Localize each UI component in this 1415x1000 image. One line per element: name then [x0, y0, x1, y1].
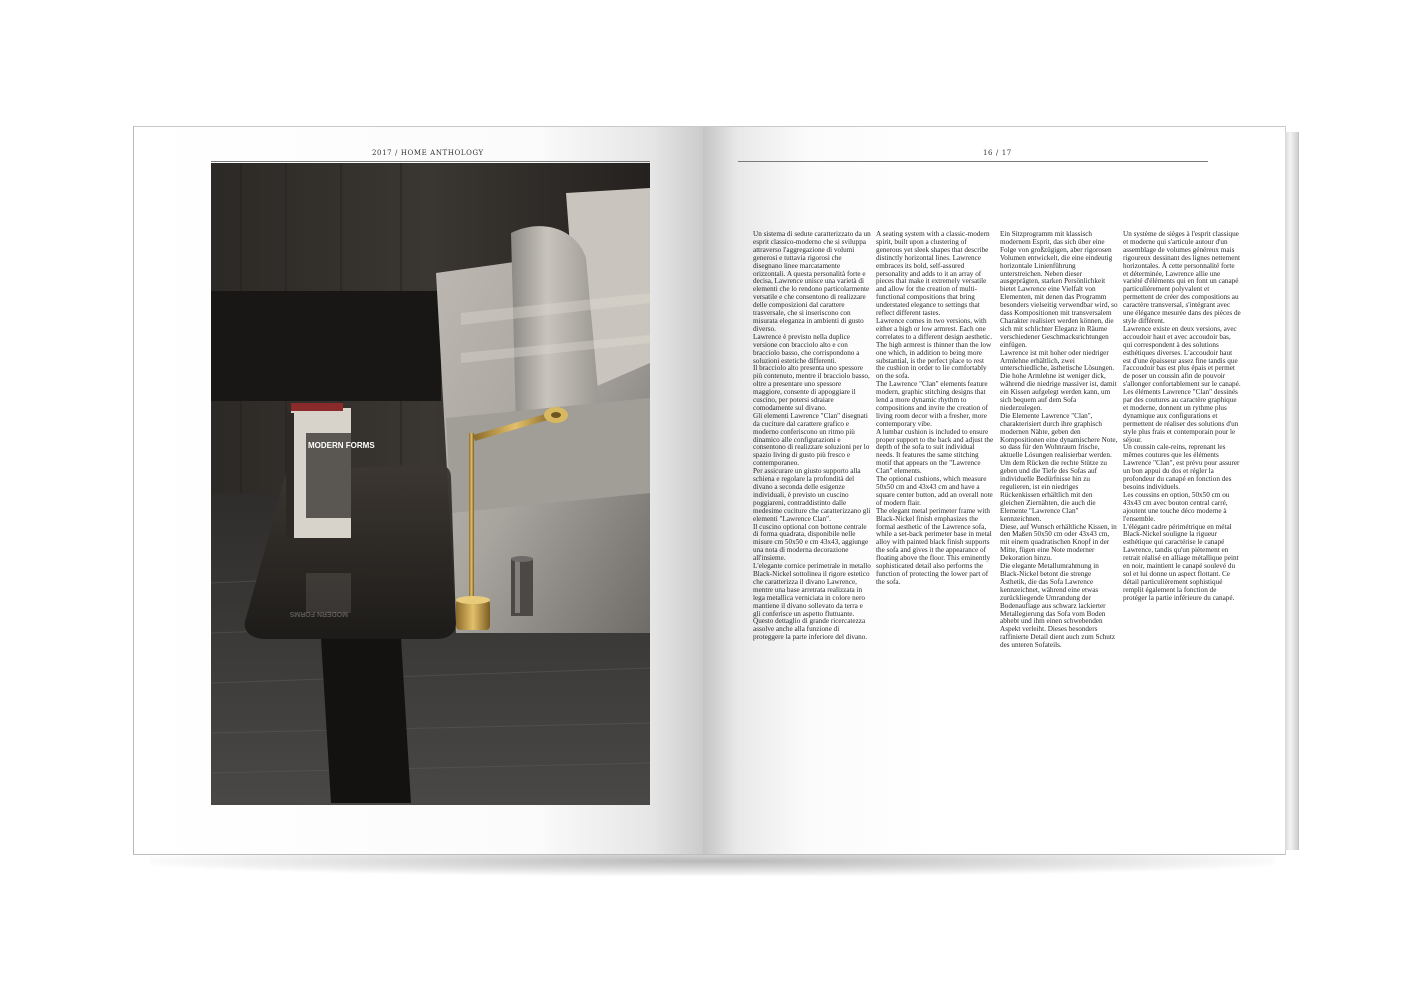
paragraph: L'elegante cornice perimetrale in metallo Black-Nickel sottolinea il rigore estetico che caratterizza il divano Lawrence, mentre una base arretrata realizzata in lega metallica verniciata in colore nero mantiene il divano sollevato da terra e gli conferisce un aspetto fluttuante. Questo dettaglio di grande ricercatezza assolve anche alla funzione di proteggere la parte inferiore del divano. [753, 562, 871, 642]
text-column-german [1000, 231, 1118, 650]
paragraph: Il bracciolo alto presenta uno spessore più contenuto, mentre il bracciolo basso, oltre a presentare uno spessore maggiore, consente di appoggiare il cuscino, per potersi sdraiare comodamente sul divano. [753, 364, 870, 412]
paragraph: Il cuscino optional con bottone centrale di forma quadrata, disponibile nelle misure cm 50x50 e cm 43x43, aggiunge una nota di moderna decorazione all'insieme. [753, 522, 869, 563]
paragraph: A lumbar cushion is included to ensure proper support to the back and adjust the depth of the sofa to suit individual needs. It features the same stitching motif that appears on the "Lawrence Clan" elements. [876, 427, 994, 476]
paragraph: Diese, auf Wunsch erhältliche Kissen, in den Maßen 50x50 cm oder 43x43 cm, mit einem quadratischen Knopf in der Mitte, fügen eine Note moderner Dekoration hinzu. [1000, 522, 1117, 563]
paragraph: Gli elementi Lawrence "Clan" disegnati da cuciture dal carattere grafico e moderno conferiscono un ritmo più dinamico alle configurazioni e consentono di realizzare soluzioni per lo spazio living di gusto più fresco e contemporaneo. [753, 411, 870, 468]
text-column-italian [753, 231, 871, 642]
book-title-reflection: MODERN FORMS [289, 610, 348, 617]
page-stack-edge [1285, 132, 1299, 850]
paragraph: Un sistema di sedute caratterizzato da un esprit classico-moderno che si sviluppa attraverso l'aggregazione di volumi generosi e tuttavia rigorosi che disegnano linee marcatamente orizzontali. A questa personalità forte e decisa, Lawrence unisce una varietà di elementi che lo rendono particolarmente versatile e che consentono di realizzare delle composizioni dal carattere trasversale, che si inseriscono con misurata eleganza in ambienti di gusto diverso. [753, 230, 871, 333]
right-page [703, 126, 1286, 855]
header-rule-left [211, 161, 650, 162]
paragraph: Die elegante Metallumrahmung in Black-Nickel betont die strenge Ästhetik, die das Sofa Lawrence kennzeichnet, während eine etwas zurückliegende Umrandung der Bodenauflage aus schwarz lackierter Metallegierung das Sofa vom Boden abhebt und ihm einen schwebenden Aspekt verleiht. Dieses besonders raffinierte Detail dient auch zum Schutz des unteren Sofateils. [1000, 562, 1116, 650]
paragraph: L'élégant cadre périmétrique en métal Black-Nickel souligne la rigueur esthétique qui caractérise le canapé Lawrence, tandis qu'un piètement en retrait réalisé en alliage métallique peint en noir, maintient le canapé soulevé du sol et lui donne un aspect flottant. Ce détail particulièrement sophistiqué remplit également la fonction de protéger la partie inférieure du canapé. [1123, 522, 1239, 602]
paragraph: Un système de sièges à l'esprit classique et moderne qui s'articule autour d'un assemblage de volumes généreux mais rigoureux dessinant des lignes nettement horizontales. À cette personnalité forte et déterminée, Lawrence allie une variété d'éléments qui en font un canapé particulièrement polyvalent et permettent de créer des compositions au caractère transversal, s'intégrant avec une élégance mesurée dans des pièces de style différent. [1123, 230, 1241, 325]
paragraph: Lawrence ist mit hoher oder niedriger Armlehne erhältlich, zwei unterschiedliche, ästhetische Lösungen. Die hohe Armlehne ist weniger dick, während die niedrige massiver ist, damit ein Kissen aufgelegt werden kann, um sich bequem auf dem Sofa niederzulegen. [1000, 348, 1117, 412]
paragraph: Die Elemente Lawrence "Clan", charakterisiert durch ihre graphisch modernen Nähte, geben den Kompositionen eine dynamischere Note, so dass für den Wohnraum frische, aktuelle Lösungen realisierbar werden. [1000, 411, 1118, 460]
running-head-right: 16 / 17 [983, 149, 1012, 157]
book-title: MODERN FORMS [308, 441, 375, 450]
text-column-french [1123, 231, 1241, 603]
paragraph: The Lawrence "Clan" elements feature modern, graphic stitching designs that lend a more dynamic rhythm to compositions and invite the creation of living room decor with a fresher, more contemporary vibe. [876, 380, 988, 428]
paragraph: Lawrence è previsto nella duplice versione con bracciolo alto e con bracciolo basso, che corrispondono a soluzioni estetiche differenti. [753, 332, 860, 365]
paragraph: The elegant metal perimeter frame with Black-Nickel finish emphasizes the formal aesthetic of the Lawrence sofa, while a set-back perimeter base in metal alloy with painted black finish supports the sofa and gives it the appearance of floating above the floor. This eminently sophisticated detail also performs the function of protecting the lower part of the sofa. [876, 506, 992, 586]
header-rule-right [738, 161, 1208, 162]
running-head-left: 2017 / HOME ANTHOLOGY [372, 149, 484, 157]
text-column-english [876, 231, 994, 587]
paragraph: Les coussins en option, 50x50 cm ou 43x43 cm avec bouton central carré, ajoutent une touche déco moderne à l'ensemble. [1123, 490, 1230, 523]
paragraph: Per assicurare un giusto supporto alla schiena e regolare la profondità del divano a seconda delle esigenze individuali, è previsto un cuscino poggiareni, contraddistinto dalle medesime cuciture che caratterizzano gli elementi "Lawrence Clan". [753, 467, 871, 523]
interior-photo [211, 163, 650, 805]
paragraph: Lawrence existe en deux versions, avec accoudoir haut et avec accoudoir bas, qui correspondent à des solutions esthétiques diverses. L'accoudoir haut est d'une épaisseur assez fine tandis que l'accoudoir bas est plus épais et permet de poser un coussin afin de pouvoir s'allonger confortablement sur le canapé. [1123, 324, 1241, 389]
paragraph: Lawrence comes in two versions, with either a high or low armrest. Each one correlates to a different design aesthetic. The high armrest is thinner than the low one which, in addition to being more substantial, is the perfect place to rest the cushion in order to lie comfortably on the sofa. [876, 316, 993, 381]
paragraph: Un coussin cale-reins, reprenant les mêmes coutures que les éléments Lawrence "Clan", est prévu pour assurer un bon appui du dos et régler la profondeur du canapé en fonction des besoins individuels. [1123, 443, 1240, 491]
sofa-scene-illustration [211, 163, 650, 805]
left-page [133, 126, 708, 855]
paragraph: Les éléments Lawrence "Clan" dessinés par des coutures au caractère graphique et moderne, donnent un rythme plus dynamique aux configurations et permettent de réaliser des solutions d'un style plus frais et contemporain pour le séjour. [1123, 388, 1239, 444]
paragraph: Um dem Rücken die rechte Stütze zu geben und die Tiefe des Sofas auf individuelle Bedürfnisse hin zu regulieren, ist ein niedriges Rückenkissen erhältlich mit den gleichen Ziernähten, die auch die Elemente "Lawrence Clan" kennzeichnen. [1000, 459, 1107, 523]
paragraph: The optional cushions, which measure 50x50 cm and 43x43 cm and have a square center button, add an overall note of modern flair. [876, 475, 993, 507]
magazine-spread [133, 126, 1288, 855]
paragraph: A seating system with a classic-modern spirit, built upon a clustering of generous yet sleek shapes that describe distinctly horizontal lines. Lawrence embraces its bold, self-assured personality and adds to it an array of pieces that make it extremely versatile and allow for the creation of multi-functional compositions that bring understated elegance to settings that reflect different tastes. [876, 230, 990, 318]
paragraph: Ein Sitzprogramm mit klassisch modernem Esprit, das sich über eine Folge von großzügigen, aber rigorosen Volumen entwickelt, die eine eindeutig horizontale Linienführung unterstreichen. Neben dieser ausgeprägten, starken Persönlichkeit bietet Lawrence eine Vielfalt von Elementen, mit denen das Programm besonders vielseitig verwendbar wird, so dass Kompositionen mit transversalem Charakter realisiert werden können, die sich mit schlichter Eleganz in Räume verschiedener Geschmacksrichtungen einfügen. [1000, 230, 1118, 349]
